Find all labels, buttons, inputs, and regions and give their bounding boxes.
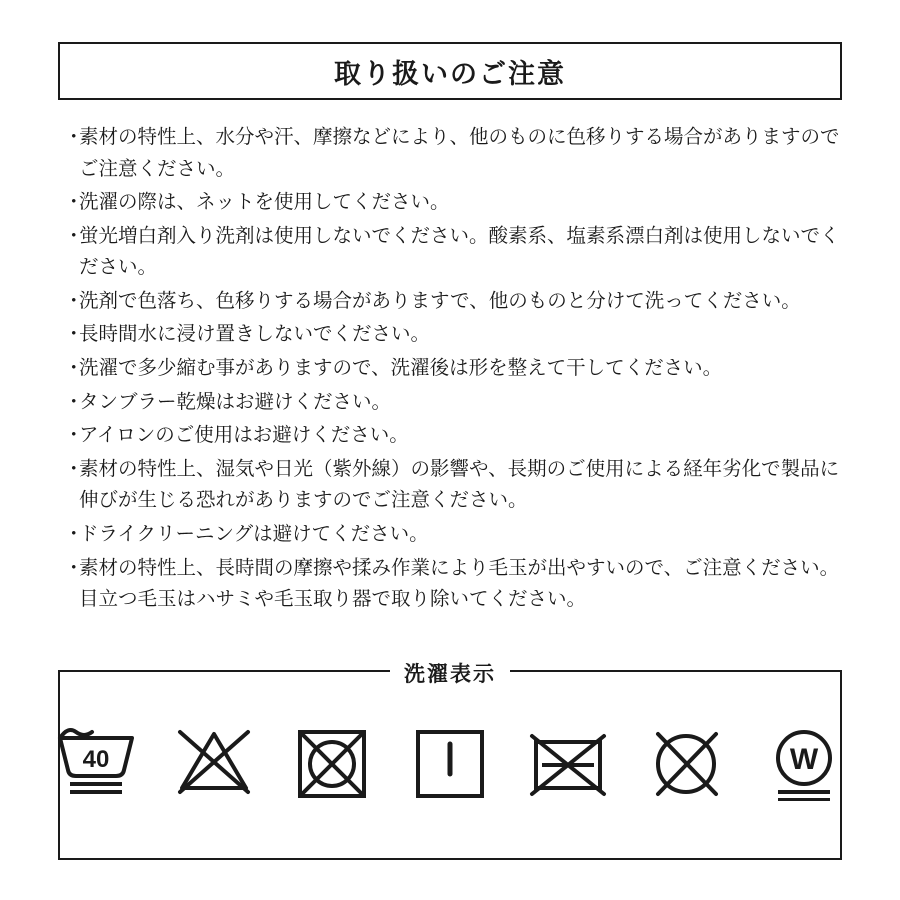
list-item xyxy=(64,353,842,385)
list-item-text: アイロンのご使用はお避けください。 xyxy=(79,424,409,447)
washing-label-section xyxy=(58,663,842,860)
bullet-icon: ・ xyxy=(64,556,84,579)
bullet-icon: ・ xyxy=(64,357,84,380)
list-item xyxy=(64,519,842,551)
no-bleach-icon xyxy=(172,718,256,802)
list-item-text: 蛍光増白剤入り洗剤は使用しないでください。酸素系、塩素系漂白剤は使用しないでください。 xyxy=(79,224,840,279)
wash-temperature-label: 40 xyxy=(82,746,110,773)
list-item xyxy=(64,319,842,351)
care-instructions-sheet xyxy=(58,42,842,860)
drip-dry-line-icon xyxy=(408,718,492,802)
page-title: 取り扱いのご注意 xyxy=(334,58,566,89)
list-item-text: 長時間水に浸け置きしないでください。 xyxy=(79,323,431,346)
list-item-text: 洗剤で色落ち、色移りする場合がありますで、他のものと分けて洗ってください。 xyxy=(79,289,801,312)
washing-label-heading-wrap xyxy=(60,658,840,688)
list-item xyxy=(64,387,842,419)
list-item xyxy=(64,420,842,452)
list-item xyxy=(64,122,842,185)
no-tumble-dry-icon xyxy=(290,718,374,802)
bullet-icon: ・ xyxy=(64,457,84,480)
list-item-text: 素材の特性上、水分や汗、摩擦などにより、他のものに色移りする場合がありますのでご注意ください。 xyxy=(79,126,840,180)
no-dry-clean-icon xyxy=(644,718,728,802)
list-item-text: タンブラー乾燥はお避けください。 xyxy=(79,390,392,413)
list-item-text: 素材の特性上、長時間の摩擦や揉み作業により毛玉が出やすいので、ご注意ください。目立つ毛玉はハサミや毛玉取り器で取り除いてください。 xyxy=(79,556,840,611)
bullet-icon: ・ xyxy=(64,323,84,346)
list-item-text: 洗濯で多少縮む事がありますので、洗濯後は形を整えて干してください。 xyxy=(79,357,723,380)
list-item xyxy=(64,454,842,517)
wet-clean-w-icon xyxy=(762,718,846,802)
title-box xyxy=(58,42,842,100)
care-notes-list xyxy=(58,122,842,616)
bullet-icon: ・ xyxy=(64,126,84,148)
bullet-icon: ・ xyxy=(64,424,84,447)
bullet-icon: ・ xyxy=(64,522,84,545)
list-item xyxy=(64,221,842,284)
list-item xyxy=(64,187,842,219)
wash-tub-40-icon xyxy=(54,718,138,802)
list-item-text: 洗濯の際は、ネットを使用してください。 xyxy=(79,191,450,214)
bullet-icon: ・ xyxy=(64,390,84,413)
bullet-icon: ・ xyxy=(64,224,84,247)
washing-symbols-row xyxy=(60,718,840,802)
list-item xyxy=(64,286,842,318)
washing-label-heading: 洗濯表示 xyxy=(390,658,510,688)
list-item-text: ドライクリーニングは避けてください。 xyxy=(79,522,429,545)
list-item xyxy=(64,553,842,616)
no-flat-dry-icon xyxy=(526,718,610,802)
wet-clean-label: W xyxy=(789,743,819,776)
list-item-text: 素材の特性上、湿気や日光（紫外線）の影響や、長期のご使用による経年劣化で製品に伸びが生じる恐れがありますのでご注意ください。 xyxy=(79,457,840,512)
bullet-icon: ・ xyxy=(64,289,84,312)
bullet-icon: ・ xyxy=(64,191,84,214)
